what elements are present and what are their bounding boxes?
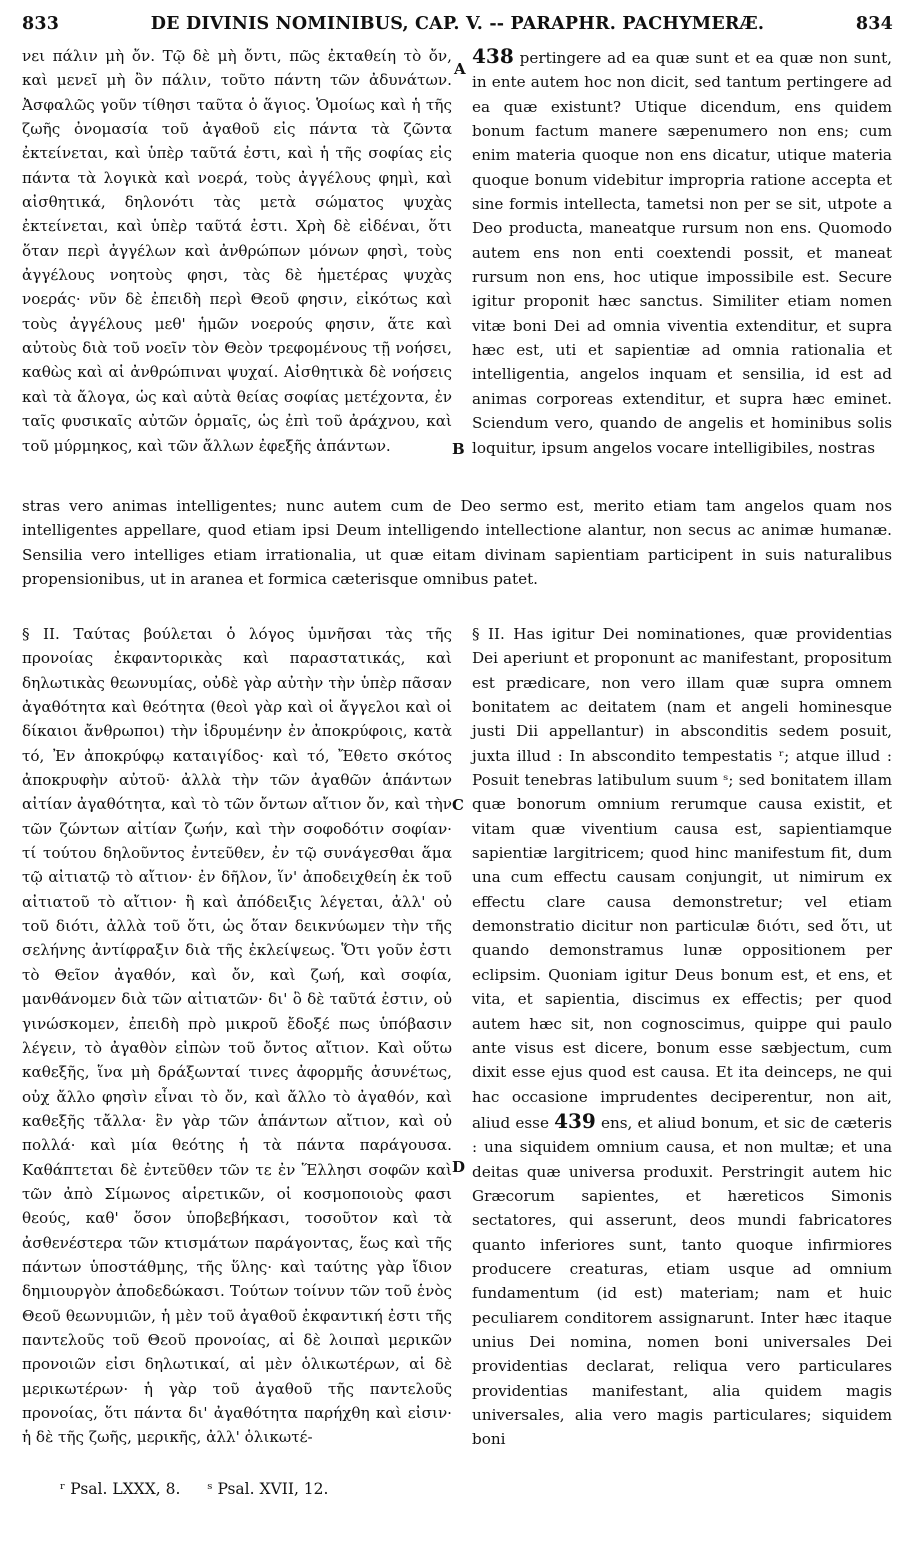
- footnote-r: ʳ Psal. LXXX, 8.: [60, 1480, 181, 1498]
- running-head: [22, 14, 893, 36]
- page-number-left: 833: [22, 14, 60, 34]
- latin-text-top: [472, 44, 892, 460]
- latin-top-body: pertingere ad ea quæ sunt et ea quæ non sunt, in ente autem hoc non dicit, sed tantum pertingere ad ea quæ existunt? Utique dicendum, ens quidem bonum factum manere sæpenumero non ens; cum enim materia quoque non ens dicatur, utique materia quoque bonum videbitur impropria ratione accepta et sine formis intellecta, tametsi non per se sit, utpote a Deo producta, maneatque rursum non ens. Quomodo autem ens non enti coextendi possit, et maneat rursum non ens, hoc utique impossibile est. Secure igitur proponit hæc sanctus. Similiter etiam nomen vitæ boni Dei ad omnia viventia extenditur, et supra hæc est, uti et sapientiæ ad omnia rationalia et intelligentia, angelos inquam et sensilia, id est ad animas corporeas extenditur, et supra hæc eminet. Sciendum vero, quando de angelis et hominibus solis loquitur, ipsum angelos vocare intelligibiles, nostras: [472, 49, 893, 457]
- column-number-438: 438: [472, 44, 514, 68]
- footnotes: [60, 1480, 350, 1498]
- greek-text-bottom: § II. Ταύτας βούλεται ὁ λόγος ὑμνῆσαι τὰς τῆς προνοίας ἐκφαντορικὰς καὶ παραστατικάς, καὶ δηλωτικὰς θεωνυμίας, οὐδὲ γὰρ αὐτὴν τὴν ὑπὲρ πᾶσαν ἀγαθότητα καὶ θεότητα (θεοὶ γὰρ καὶ οἱ ἄγγελοι καὶ οἱ δίκαιοι ἄνθρωποι) τὴν ἱδρυμένην ἐν ἀποκρύφοις, κατὰ τό, Ἐν ἀποκρύφῳ καταιγίδος· καὶ τό, Ἔθετο σκότος ἀποκρυφὴν αὐτοῦ· ἀλλὰ τὴν τῶν ἀγαθῶν ἁπάντων αἰτίαν ἀγαθότητα, καὶ τὸ τῶν ὄντων αἴτιον ὄν, καὶ τὴν τῶν ζώντων αἰτίαν ζωήν, καὶ τὴν σοφοδότιν σοφίαν· τί τούτου δηλοῦντος ἐντεῦθεν, ἐν τῷ συνάγεσθαι ἅμα τῷ αἰτιατῷ τὸ αἴτιον· ἐν δῆλον, ἵν' ἀποδειχθείη ἐκ τοῦ αἰτιατοῦ τὸ αἴτιον· ἢ καὶ ἀπόδειξις λέγεται, ἀλλ' οὐ τοῦ διότι, ἀλλὰ τοῦ ὅτι, ὡς ὅταν δεικνύωμεν τὴν τῆς σελήνης ἀντίφραξιν διὰ τῆς ἐκλείψεως. Ὅτι γοῦν ἐστι τὸ Θεῖον ἀγαθόν, καὶ ὄν, καὶ ζωή, καὶ σοφία, μανθάνομεν διὰ τῶν αἰτιατῶν· δι' ὃ δὲ ταῦτά ἐστιν, οὐ γινώσκομεν, ἐπειδὴ πρὸ μικροῦ ἔδοξέ πως ὑπόβασιν λέγειν, τὸ ἀγαθὸν εἰπὼν τοῦ ὄντος αἴτιον. Καὶ οὕτω καθεξῆς, ἵνα μὴ δράξωνταί τινες ἀφορμῆς ἀσυνέτως, οὐχ ἄλλο φησὶν εἶναι τὸ ὄν, καὶ ἄλλο τὸ ἀγαθόν, καὶ καθεξῆς τἄλλα· ἓν γὰρ τῶν ἁπάντων αἴτιον, καὶ οὐ πολλά· καὶ μία θεότης ἡ τὰ πάντα παράγουσα. Καθάπτεται δὲ ἐντεῦθεν τῶν τε ἐν Ἕλλησι σοφῶν καὶ τῶν ἀπὸ Σίμωνος αἱρετικῶν, οἱ κοσμοποιοὺς φασι θεούς, καθ' ὅσον ὑποβεβήκασι, τοσοῦτον καὶ τὰ ἀσθενέστερα τῶν κτισμάτων παράγοντας, ἕως καὶ τῆς πάντων ὑποστάθμης, τῆς ὕλης· καὶ ταύτης γὰρ ἴδιον δημιουργὸν ἀποδεδώκασι. Τούτων τοίνυν τῶν τοῦ ἑνὸς Θεοῦ θεωνυμιῶν, ἡ μὲν τοῦ ἀγαθοῦ ἐκφαντική ἐστι τῆς παντελοῦς τοῦ Θεοῦ προνοίας, αἱ δὲ λοιπαὶ μερικῶν προνοιῶν εἰσι δηλωτικαί, αἱ μὲν ὁλικωτέρων, αἱ δὲ μερικωτέρων· ἡ γὰρ τοῦ ἀγαθοῦ τῆς παντελοῦς προνοίας, ὅτι πάντα δι' ἀγαθότητα παρήχθη καὶ εἰσιν· ἡ δὲ τῆς ζωῆς, μερικῆς, ἀλλ' ὁλικωτέ-: [22, 625, 452, 1447]
- latin-bottom-before: § II. Has igitur Dei nominationes, quæ providentias Dei aperiunt et proponunt ac manifestant, propositum est prædicare, non vero illam quæ supra omnem bonitatem ac deitatem (nam et angeli hominesque justi Dii appellantur) in absconditis sedem posuit, juxta illud : In abscondito tempestatis ʳ; atque illud : Posuit tenebras latibulum suum ˢ; sed bonitatem illam quæ bonorum omnium rerumque causa existit, et vitam quæ viventium causa est, sapientiamque sapientiæ largitricem; quod hinc manifestum fit, dum una cum effectu causam conjungit, ut nimirum ex effectu clare causa demonstretur; vel etiam demonstratio dicitur non particulæ διότι, sed ὅτι, ut quando demonstramus lunæ oppositionem per eclipsim. Quoniam igitur Deus bonum est, et ens, et vita, et sapientia, discimus ex effectis; per quod autem hæc sit, non cognoscimus, quippe qui paulo ante visus est dicere, bonum esse sæbjectum, cum dixit esse ejus quod est causa. Et ita deinceps, ne qui hac occasione imprudentes deciperentur, non ait, aliud esse: [472, 625, 892, 1132]
- column-number-439: 439: [554, 1108, 596, 1133]
- page-number-right: 834: [855, 14, 893, 34]
- running-title: DE DIVINIS NOMINIBUS, CAP. V. -- PARAPHR. PACHYMERÆ.: [150, 14, 765, 34]
- latin-text-bottom: [472, 622, 892, 1452]
- footnote-s: ˢ Psal. XVII, 12.: [207, 1480, 329, 1498]
- greek-text-top: νει πάλιν μὴ ὄν. Τῷ δὲ μὴ ὄντι, πῶς ἐκταθείη τὸ ὄν, καὶ μενεῖ μὴ ὂν πάλιν, τοῦτο πάντη τῶν ἀδυνάτων. Ἀσφαλῶς γοῦν τίθησι ταῦτα ὁ ἅγιος. Ὁμοίως καὶ ἡ τῆς ζωῆς ὀνομασία τοῦ ἀγαθοῦ εἰς πάντα τὰ ζῶντα ἐκτείνεται, καὶ ὑπὲρ ταῦτά ἐστι, καὶ ἡ τῆς σοφίας εἰς πάντα τὰ λογικὰ καὶ νοερά, τοὺς ἀγγέλους φημὶ, καὶ αἰσθητικά, δηλονότι τὰς μετὰ σώματος ψυχὰς ἐκτείνεται, καὶ ὑπὲρ ταῦτά ἐστι. Χρὴ δὲ εἰδέναι, ὅτι ὅταν περὶ ἀγγέλων καὶ ἀνθρώπων μόνων φησὶ, τοὺς ἀγγέλους νοητοὺς φησι, τὰς δὲ ἡμετέρας ψυχὰς νοεράς· νῦν δὲ ἐπειδὴ περὶ Θεοῦ φησιν, εἰκότως καὶ τοὺς ἀγγέλους μεθ' ἡμῶν νοερούς φησιν, ἅτε καὶ αὐτοὺς διὰ τοῦ νοεῖν τὸν Θεὸν τρεφομένους τῇ νοήσει, καθὼς καὶ αἱ ἀνθρώπιναι ψυχαί. Αἰσθητικὰ δὲ νοήσεις καὶ τὰ ἄλογα, ὡς καὶ αὐτὰ θείας σοφίας μετέχοντα, ἐν ταῖς φυσικαῖς αὐτῶν ὁρμαῖς, ὡς ἐπὶ τοῦ ἀράχνου, καὶ τοῦ μύρμηκος, καὶ τῶν ἄλλων ἐφεξῆς ἁπάντων.: [22, 47, 452, 455]
- margin-letter-b: B: [452, 440, 465, 458]
- margin-letter-c: C: [452, 796, 464, 814]
- margin-letter-a: A: [454, 60, 466, 78]
- latin-bottom-after: ens, et aliud bonum, et sic de cæteris : una siquidem omnium causa, et non multæ; et una deitas quæ universa produxit. Perstringit autem hic Græcorum sapientes, et hæreticos Simonis sectatores, qui asserunt, deos mundi fabricatores quanto inferiores sunt, tanto quoque infirmiores producere creaturas, etiam usque ad omnium fundamentum (id est) materiam; nam et huic peculiarem conditorem assignarunt. Inter hæc itaque unius Dei nomina, nomen boni universales Dei providentias declarat, reliqua vero particulares providentias manifestant, alia quidem magis universales, alia vero magis particulares; siquidem boni: [472, 1113, 892, 1449]
- latin-full-width: stras vero animas intelligentes; nunc autem cum de Deo sermo est, merito etiam tam angelos quam nos intelligentes appellare, quod etiam ipsi Deum intelligendo intellectione alantur, non secus ac animæ humanæ. Sensilia vero intelliges etiam irrationalia, ut quæ eitam divinam sapientiam participent in suis naturalibus propensionibus, ut in aranea et formica cæterisque omnibus patet.: [22, 497, 892, 589]
- margin-letter-d: D: [452, 1158, 466, 1176]
